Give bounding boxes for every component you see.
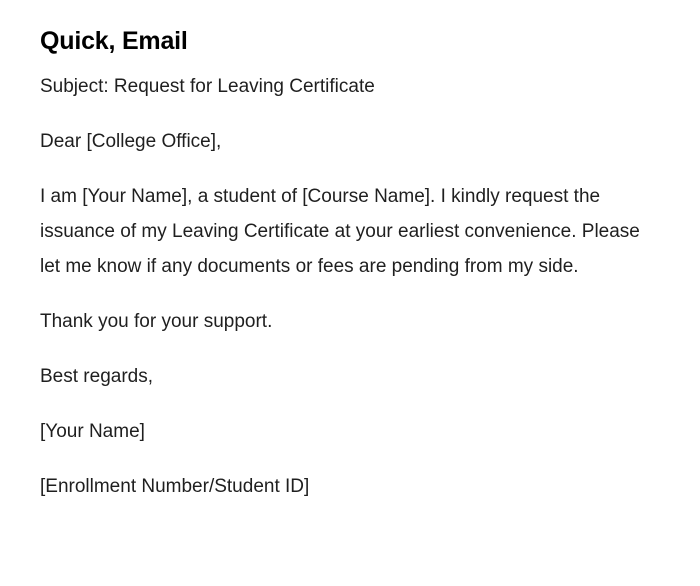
email-subject: Subject: Request for Leaving Certificate (40, 76, 375, 97)
email-body: I am [Your Name], a student of [Course Name]. I kindly request the issuance of my Leaving Certificate at your earliest convenience. Please let me know if any documents or fees are pending from my side. (40, 186, 640, 277)
email-greeting: Dear [College Office], (40, 131, 222, 152)
email-closing: Best regards, (40, 366, 153, 387)
page-title: Quick, Email (40, 27, 188, 55)
signature-id: [Enrollment Number/Student ID] (40, 476, 310, 497)
email-thanks: Thank you for your support. (40, 311, 273, 332)
signature-name: [Your Name] (40, 421, 145, 442)
